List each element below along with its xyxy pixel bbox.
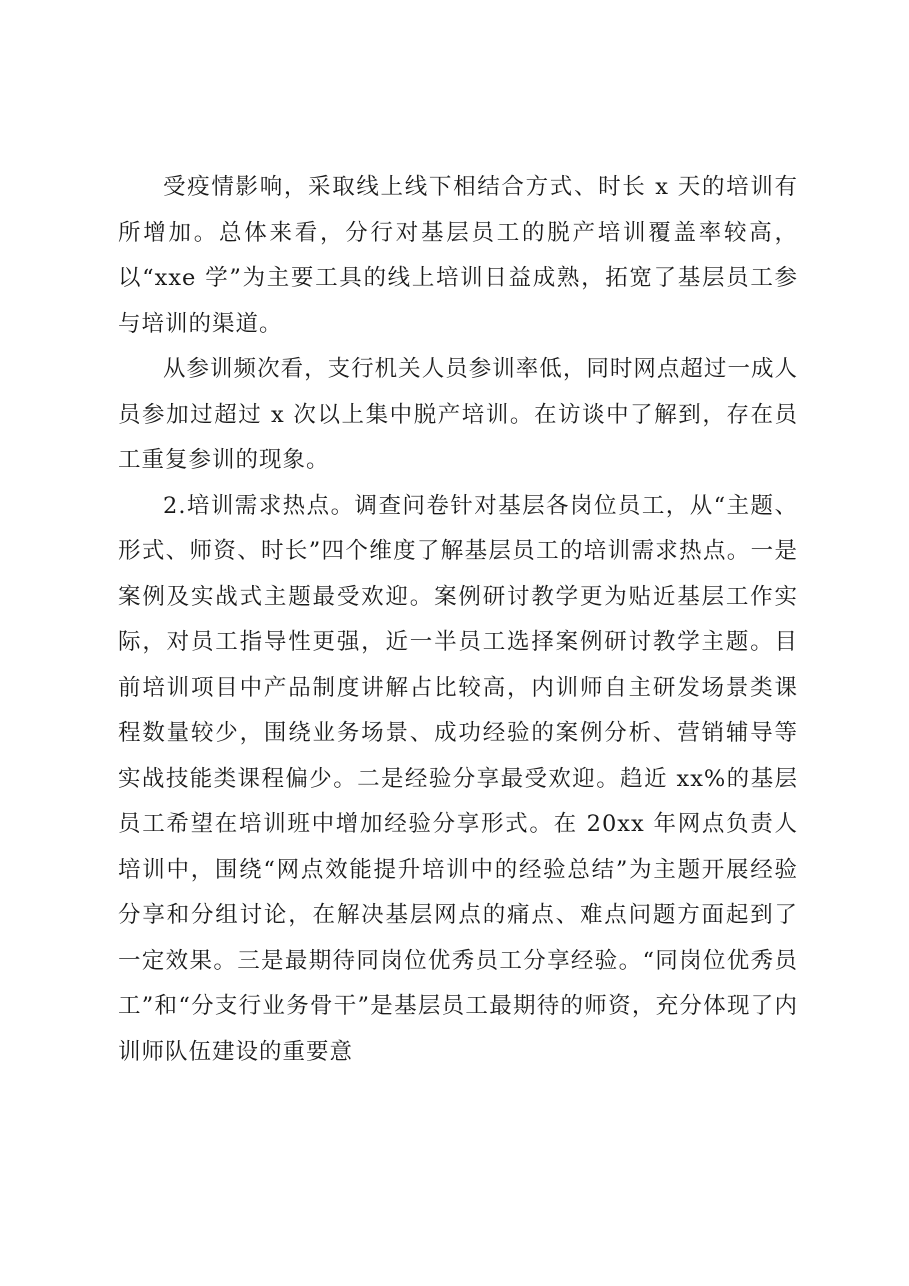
paragraph-training-coverage: 受疫情影响，采取线上线下相结合方式、时长 x 天的培训有所增加。总体来看，分行对基层员工的脱产培训覆盖率较高，以“xxe 学”为主要工具的线上培训日益成熟，拓宽了基层员工参与培训的渠道。 xyxy=(118,174,798,337)
paragraph-training-demand-hotspots: 2.培训需求热点。调查问卷针对基层各岗位员工，从“主题、形式、师资、时长”四个维度了解基层员工的培训需求热点。一是案例及实战式主题最受欢迎。案例研讨教学更为贴近基层工作实际，对员工指导性更强，近一半员工选择案例研讨教学主题。目前培训项目中产品制度讲解占比较高，内训师自主研发场景类课程数量较少，围绕业务场景、成功经验的案例分析、营销辅导等实战技能类课程偏少。二是经验分享最受欢迎。趋近 xx%的基层员工希望在培训班中增加经验分享形式。在 20xx 年网点负责人培训中，围绕“网点效能提升培训中的经验总结”为主题开展经验分享和分组讨论，在解决基层网点的痛点、难点问题方面起到了一定效果。三是最期待同岗位优秀员工分享经验。“同岗位优秀员工”和“分支行业务骨干”是基层员工最期待的师资，充分体现了内训师队伍建设的重要意 xyxy=(118,492,798,1065)
paragraph-training-frequency: 从参训频次看，支行机关人员参训率低，同时网点超过一成人员参加过超过 x 次以上集中脱产培训。在访谈中了解到，存在员工重复参训的现象。 xyxy=(118,356,798,473)
document-body xyxy=(118,165,798,1075)
